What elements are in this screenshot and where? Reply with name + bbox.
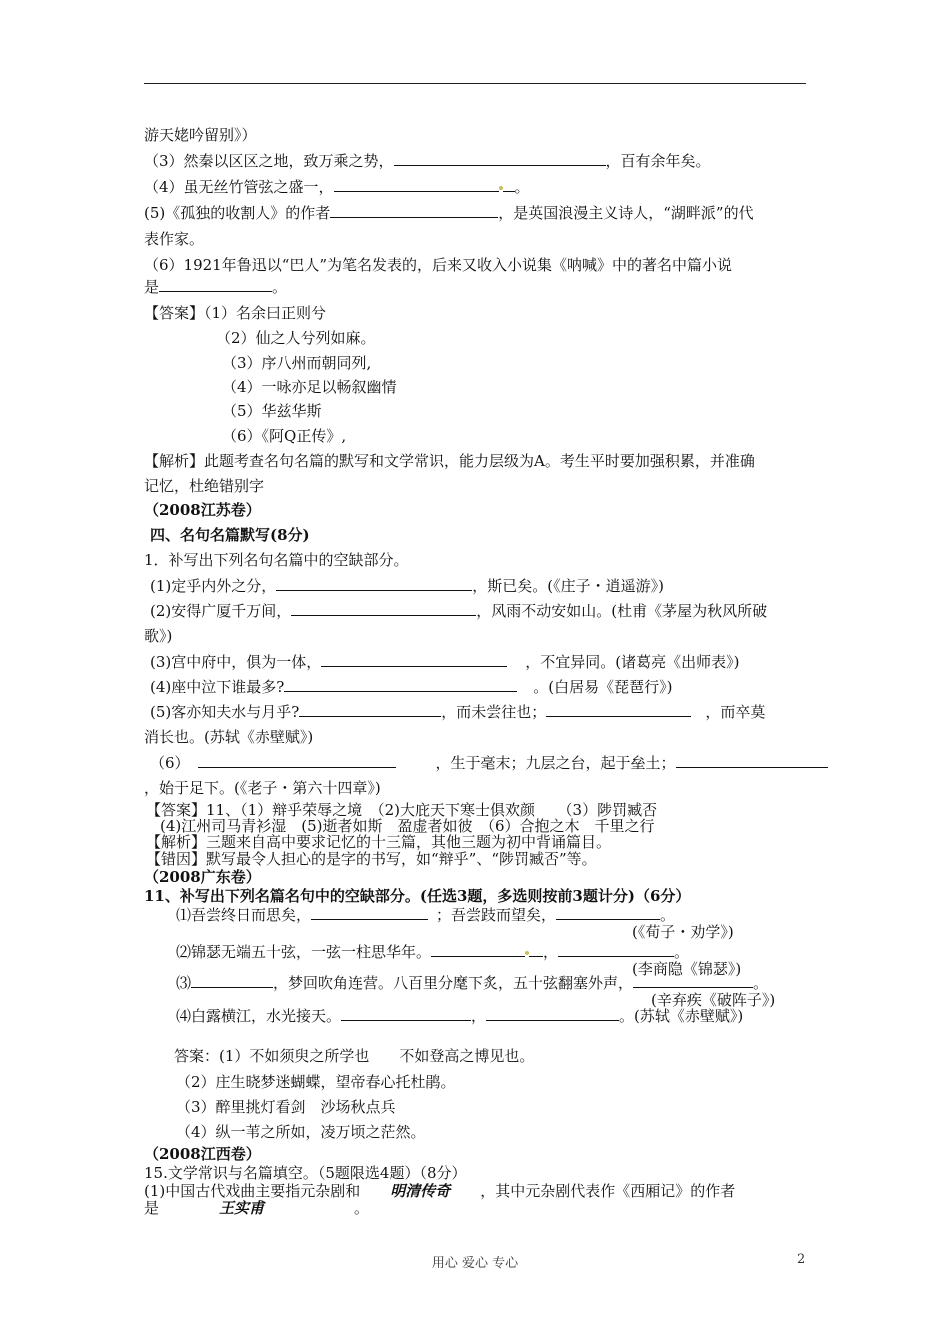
answer-item: （5）华兹华斯 bbox=[222, 402, 322, 420]
question-5: (5)客亦知夫水与月乎? ，而未尝往也； ，而卒莫 bbox=[150, 703, 766, 721]
blank bbox=[394, 151, 606, 166]
blank bbox=[284, 677, 517, 692]
blank bbox=[311, 905, 428, 920]
source-cite: (李商隐《锦瑟》) bbox=[632, 960, 742, 978]
analysis: 【解析】三题来自高中要求记忆的十三篇，其他三题为初中背诵篇目。 bbox=[146, 833, 612, 851]
answer-handwritten: 王实甫 bbox=[219, 1199, 265, 1217]
question-1: ⑴吾尝终日而思矣， ；吾尝跂而望矣， 。 bbox=[176, 906, 676, 924]
text-line: 是 王实甫 。 bbox=[144, 1199, 370, 1217]
blank bbox=[556, 905, 660, 920]
blank bbox=[299, 702, 441, 717]
answer-item: （2）庄生晓梦迷蝴蝶，望帝春心托杜鹃。 bbox=[176, 1073, 456, 1091]
blank bbox=[321, 652, 507, 667]
question-1: (1)定乎内外之分， ，斯已矣。(《庄子・逍遥游》) bbox=[150, 577, 664, 595]
answer-line: (4)江州司马青衫湿 (5)逝者如斯 盈虚者如彼 （6）合抱之木 千里之行 bbox=[160, 817, 655, 835]
source-cite: (辛弃疾《破阵子》) bbox=[651, 991, 776, 1009]
source-heading: （2008广东卷） bbox=[144, 868, 261, 886]
answer-item: （4）一咏亦足以畅叙幽情 bbox=[222, 378, 397, 396]
blank bbox=[198, 753, 396, 768]
answer-label: 答案：(1）不如须臾之所学也 不如登高之博见也。 bbox=[174, 1047, 535, 1065]
answer-item: （6）《阿Q正传》, bbox=[222, 427, 347, 445]
text-line: 消长也。(苏轼《赤壁赋》) bbox=[144, 728, 314, 746]
answer-line: 【答案】11、（1）辩乎荣辱之境 （2)大庇天下寒士俱欢颜 （3）陟罚臧否 bbox=[146, 801, 658, 819]
question-6: （6） ，生于毫末；九层之台，起于垒土； bbox=[150, 753, 828, 773]
blank bbox=[276, 576, 472, 591]
text-line: 记忆，杜绝错别字 bbox=[144, 477, 265, 495]
question-6: （6）1921年鲁迅以“巴人”为笔名发表的，后来又收入小说集《呐喊》中的著名中篇小说 bbox=[144, 256, 733, 274]
text-line: 表作家。 bbox=[144, 230, 205, 248]
source-cite: (《荀子・劝学》) bbox=[632, 923, 734, 941]
answer-item: （3）序八州而朝同列, bbox=[222, 354, 372, 372]
blank bbox=[191, 973, 273, 988]
blank bbox=[486, 1006, 619, 1021]
question-2: ⑵锦瑟无端五十弦，一弦一柱思华年。 ， 。 bbox=[176, 943, 690, 961]
question-15: 15.文学常识与名篇填空。（5题限选4题）（8分） bbox=[144, 1164, 467, 1182]
question-5: (5)《孤独的收割人》的作者 ，是英国浪漫主义诗人，“湖畔派”的代 bbox=[144, 204, 754, 222]
page-number: 2 bbox=[797, 1252, 806, 1267]
blank bbox=[159, 277, 272, 292]
question-4: (4)座中泣下谁最多? 。(白居易《琵琶行》) bbox=[150, 678, 673, 696]
blank bbox=[503, 177, 515, 192]
blank bbox=[529, 942, 543, 957]
answer-item: （2）仙之人兮列如麻。 bbox=[216, 329, 376, 347]
error-cause: 【错因】默写最令人担心的是字的书写，如“辩乎”、“陟罚臧否”等。 bbox=[146, 850, 597, 868]
section-heading: 四、名句名篇默写(8分) bbox=[150, 526, 310, 544]
question-3: （3）然秦以区区之地，致万乘之势， ，百有余年矣。 bbox=[144, 152, 711, 170]
text-line: 游天姥吟留别》） bbox=[144, 126, 257, 144]
text-line: 是 。 bbox=[144, 278, 288, 296]
analysis: 【解析】此题考查名句名篇的默写和文学常识，能力层级为A。考生平时要加强积累，并准确 bbox=[144, 452, 755, 470]
instruction: 1．补写出下列名句名篇中的空缺部分。 bbox=[144, 551, 409, 569]
question-4: （4）虽无丝竹管弦之盛一， 。 bbox=[144, 178, 530, 196]
question-4: ⑷白露横江，水光接天。 ， 。(苏轼《赤壁赋》) bbox=[176, 1007, 744, 1025]
blank bbox=[341, 1006, 471, 1021]
header-rule bbox=[144, 83, 806, 84]
blank bbox=[558, 942, 674, 957]
answer-label: 【答案】（1）名余曰正则兮 bbox=[144, 304, 327, 322]
answer-handwritten: 明清传奇 bbox=[390, 1182, 451, 1200]
blank bbox=[633, 973, 753, 988]
question-3: (3)宫中府中，俱为一体， ，不宜异同。(诸葛亮《出师表》) bbox=[150, 653, 740, 671]
blank bbox=[546, 702, 691, 717]
question-15-1: (1)中国古代戏曲主要指元杂剧和 明清传奇 ，其中元杂剧代表作《西厢记》的作者 bbox=[144, 1182, 736, 1200]
text-line: 歌》) bbox=[144, 627, 173, 645]
blank bbox=[676, 753, 828, 768]
answer-item: （4）纵一苇之所如，凌万顷之茫然。 bbox=[176, 1123, 426, 1141]
source-heading: （2008江苏卷） bbox=[144, 501, 261, 519]
blank bbox=[291, 601, 476, 616]
blank bbox=[330, 203, 498, 218]
blank bbox=[431, 942, 525, 957]
section-heading: 11、补写出下列名篇名句中的空缺部分。(任选3题，多选则按前3题计分)（6分） bbox=[144, 887, 691, 905]
question-2: (2)安得广厦千万间， ，风雨不动安如山。(杜甫《茅屋为秋风所破 bbox=[150, 602, 768, 620]
blank bbox=[334, 177, 499, 192]
question-3: ⑶ ，梦回吹角连营。八百里分麾下炙，五十弦翻塞外声， 。 bbox=[176, 974, 769, 992]
answer-item: （3）醉里挑灯看剑 沙场秋点兵 bbox=[176, 1098, 396, 1116]
page-footer: 用心 爱心 专心 bbox=[431, 1256, 519, 1271]
text-line: ，始于足下。(《老子・第六十四章》) bbox=[144, 779, 381, 797]
source-heading: （2008江西卷） bbox=[144, 1145, 261, 1163]
